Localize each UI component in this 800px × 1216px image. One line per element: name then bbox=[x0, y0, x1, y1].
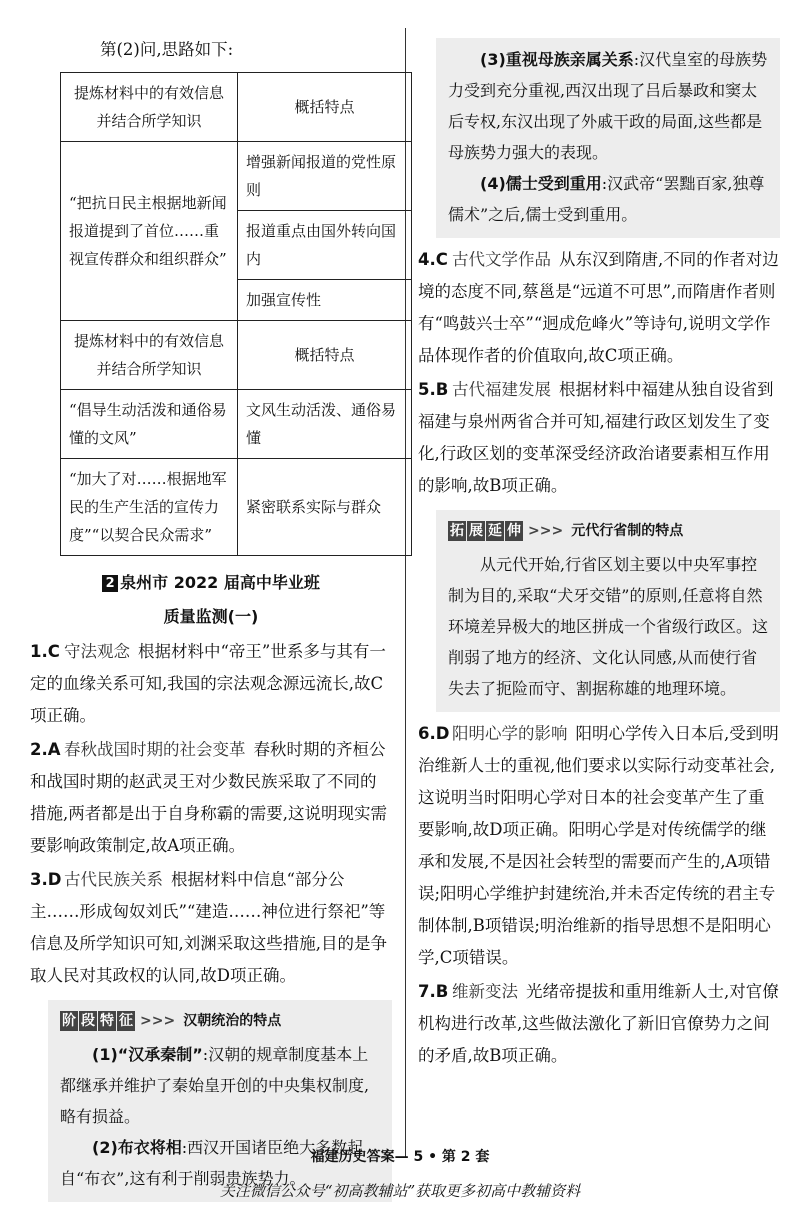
box-paragraph-head: (2)布衣将相 bbox=[92, 1138, 182, 1157]
promo-line: 关注微信公众号“初高教辅站”获取更多初高中教辅资料 bbox=[219, 1182, 581, 1200]
answer-item bbox=[30, 864, 392, 992]
answer-topic: 古代民族关系 bbox=[64, 870, 163, 889]
answer-item bbox=[418, 976, 780, 1072]
section-subtitle: 质量监测(一) bbox=[163, 607, 259, 626]
answer-text: 根据材料中信息“部分公主……形成匈奴刘氏”“建造……神位进行祭祀”等信息及所学知识可知,刘渊采取这些措施,目的是争取人民对其政权的认同,故D项正确。 bbox=[30, 870, 387, 985]
right-column bbox=[418, 38, 780, 1072]
answer-number: 1.C bbox=[30, 642, 60, 661]
tag-char: 特 bbox=[100, 1013, 114, 1029]
tag-char: 伸 bbox=[507, 523, 521, 539]
table-row bbox=[61, 321, 412, 390]
tag-char: 阶 bbox=[62, 1013, 76, 1029]
table-intro: 第(2)问,思路如下: bbox=[100, 40, 234, 59]
answer-item bbox=[30, 734, 392, 862]
box-paragraph-text: :汉朝的规章制度基本上都继承并维护了秦始皇开创的中央集权制度,略有损益。 bbox=[60, 1045, 370, 1126]
answer-number: 7.B bbox=[418, 982, 449, 1001]
tag-char: 延 bbox=[488, 523, 502, 539]
box-paragraph bbox=[448, 44, 770, 168]
box-paragraph-text: :汉武帝“罢黜百家,独尊儒术”之后,儒士受到重用。 bbox=[448, 174, 765, 224]
box-paragraph bbox=[60, 1039, 382, 1132]
table-cell: 加强宣传性 bbox=[238, 280, 412, 321]
answer-number: 5.B bbox=[418, 380, 449, 399]
answer-topic: 春秋战国时期的社会变革 bbox=[64, 740, 246, 759]
table-cell: 增强新闻报道的党性原则 bbox=[238, 142, 412, 211]
feature-box-continued bbox=[436, 38, 780, 238]
section-title-line1: 泉州市 2022 届高中毕业班 bbox=[120, 573, 320, 592]
table-row bbox=[61, 142, 412, 211]
answer-topic: 古代文学作品 bbox=[452, 250, 551, 269]
section-title bbox=[30, 566, 392, 600]
answer-text: 阳明心学传入日本后,受到明治维新人士的重视,他们要求以实际行动变革社会,这说明当时阳明心学对日本的社会变革产生了重要影响,故D项正确。阳明心学是对传统儒学的继承和发展,不是因社会转型的需要而产生的,A项错误;阳明心学维护封建统治,并未否定传统的君主专制体制,B项错误;明治维新的指导思想不是阳明心学,C项错误。 bbox=[418, 724, 779, 967]
table-cell: “加大了对……根据地军民的生产生活的宣传力度”“以契合民众需求” bbox=[61, 459, 238, 556]
answer-text: 光绪帝提拔和重用维新人士,对官僚机构进行改革,这些做法激化了新旧官僚势力之间的矛盾,故B项正确。 bbox=[418, 982, 779, 1065]
answer-topic: 维新变法 bbox=[452, 982, 518, 1001]
answer-item bbox=[418, 718, 780, 974]
box-title: 汉朝统治的特点 bbox=[183, 1013, 282, 1029]
answer-topic: 古代福建发展 bbox=[452, 380, 551, 399]
table-cell: 报道重点由国外转向国内 bbox=[238, 211, 412, 280]
box-paragraph-text: :西汉开国诸臣绝大多数起自“布衣”,这有利于削弱贵族势力。 bbox=[60, 1138, 364, 1188]
answer-number: 6.D bbox=[418, 724, 450, 743]
page-footer: 福建历史答案— 5 • 第 2 套 bbox=[310, 1149, 490, 1165]
arrows-icon: >>> bbox=[528, 523, 564, 539]
answer-text: 根据材料中福建从独自设省到福建与泉州两省合并可知,福建行政区划发生了变化,行政区划的变革深受经济政治诸要素相互作用的影响,故B项正确。 bbox=[418, 380, 774, 495]
table-cell: 紧密联系实际与群众 bbox=[238, 459, 412, 556]
box-paragraph: 从元代开始,行省区划主要以中央军事控制为目的,采取“犬牙交错”的原则,任意将自然环境差异极大的地区拼成一个省级行政区。这削弱了地方的经济、文化认同感,从而使行省失去了扼险而守、割据称雄的地理环境。 bbox=[448, 555, 769, 698]
answer-item bbox=[30, 636, 392, 732]
box-paragraph-head: (3)重视母族亲属关系 bbox=[480, 50, 634, 69]
answer-number: 4.C bbox=[418, 250, 448, 269]
feature-box bbox=[48, 1000, 392, 1202]
left-column bbox=[30, 34, 397, 1208]
answer-item bbox=[418, 244, 780, 372]
box-paragraph-head: (1)“汉承秦制” bbox=[92, 1045, 203, 1064]
tag-char: 段 bbox=[81, 1013, 95, 1029]
summary-table bbox=[60, 72, 412, 556]
table-header-cell: 提炼材料中的有效信息并结合所学知识 bbox=[61, 321, 238, 390]
table-cell: “把抗日民主根据地新闻报道提到了首位……重视宣传群众和组织群众” bbox=[61, 142, 238, 321]
answer-text: 春秋时期的齐桓公和战国时期的赵武灵王对少数民族采取了不同的措施,两者都是出于自身称霸的需要,这说明现实需要影响政策制定,故A项正确。 bbox=[30, 740, 387, 855]
table-cell: 文风生动活泼、通俗易懂 bbox=[238, 390, 412, 459]
box-heading bbox=[60, 1006, 382, 1037]
answer-number: 2.A bbox=[30, 740, 61, 759]
tag-char: 展 bbox=[469, 523, 483, 539]
table-row bbox=[61, 459, 412, 556]
answer-text: 根据材料中“帝王”世系多与其有一定的血缘关系可知,我国的宗法观念源远流长,故C项正确。 bbox=[30, 642, 386, 725]
arrows-icon: >>> bbox=[140, 1013, 176, 1029]
table-header-cell: 概括特点 bbox=[238, 73, 412, 142]
extension-box bbox=[436, 510, 780, 712]
tag-char: 拓 bbox=[450, 523, 464, 539]
table-header-cell: 概括特点 bbox=[238, 321, 412, 390]
section-number-badge: 2 bbox=[102, 575, 118, 592]
box-paragraph-text: :汉代皇室的母族势力受到充分重视,西汉出现了吕后暴政和窦太后专权,东汉出现了外戚干政的局面,这些都是母族势力强大的表现。 bbox=[448, 50, 768, 162]
table-header-cell: 提炼材料中的有效信息并结合所学知识 bbox=[61, 73, 238, 142]
box-paragraph-head: (4)儒士受到重用 bbox=[480, 174, 602, 193]
answer-topic: 守法观念 bbox=[64, 642, 130, 661]
table-row bbox=[61, 73, 412, 142]
box-title: 元代行省制的特点 bbox=[571, 523, 684, 539]
box-paragraph bbox=[448, 168, 770, 230]
table-cell: “倡导生动活泼和通俗易懂的文风” bbox=[61, 390, 238, 459]
answer-text: 从东汉到隋唐,不同的作者对边境的态度不同,蔡邕是“远道不可思”,而隋唐作者则有“鸣鼓兴士卒”“迥成危峰火”等诗句,说明文学作品体现作者的价值取向,故C项正确。 bbox=[418, 250, 779, 365]
answer-topic: 阳明心学的影响 bbox=[452, 724, 568, 743]
box-heading bbox=[448, 516, 770, 547]
table-row bbox=[61, 390, 412, 459]
answer-number: 3.D bbox=[30, 870, 62, 889]
tag-char: 征 bbox=[119, 1013, 133, 1029]
answer-item bbox=[418, 374, 780, 502]
